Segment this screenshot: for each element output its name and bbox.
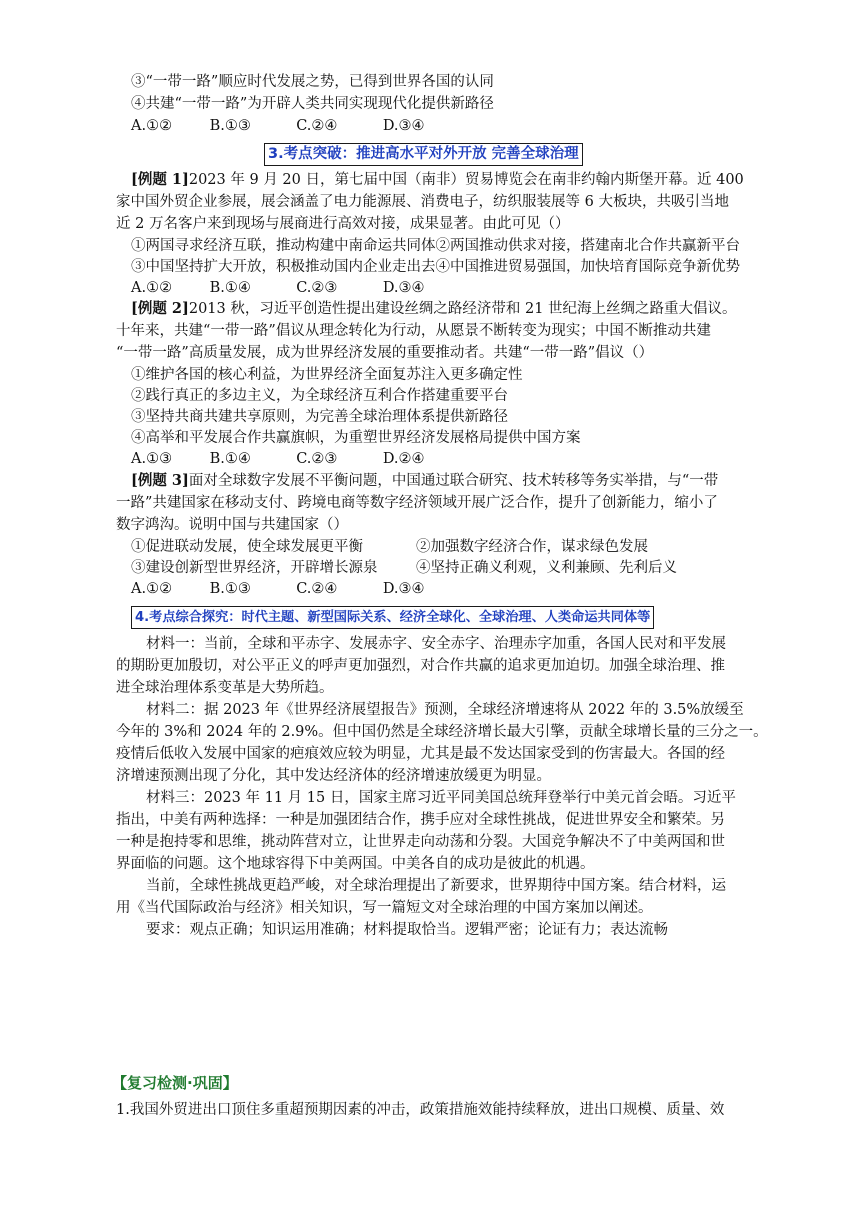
section-3-heading: 3.考点突破：推进高水平对外开放 完善全球治理 xyxy=(264,143,583,166)
choice-c: C.②④ xyxy=(296,118,338,134)
example-3-choice-1: ①促进联动发展，使全球发展更平衡 xyxy=(131,539,363,555)
material-3-line-3: 一种是抱持零和思维，挑动阵营对立，让世界走向动荡和分裂。大国竞争解决不了中美两国和世 xyxy=(116,834,725,850)
example-3-line-2: 一路”共建国家在移动支付、跨境电商等数字经济领域开展广泛合作，提升了创新能力，缩小了 xyxy=(116,495,718,511)
choice-b: B.①④ xyxy=(209,451,251,467)
choice-c: C.②③ xyxy=(296,451,338,467)
review-bracket-open: 【 xyxy=(112,1074,128,1092)
example-2-choice-1: ①维护各国的核心利益，为世界经济全面复苏注入更多确定性 xyxy=(131,367,523,383)
example-1-line-2: 家中国外贸企业参展，展会涵盖了电力能源展、消费电子，纺织服装展等 6 大板块，共吸引当地 xyxy=(116,194,729,210)
choice-c: C.②③ xyxy=(296,280,338,296)
choice-d: D.②④ xyxy=(382,451,425,467)
material-3-line-4: 界面临的问题。这个地球容得下中美两国。中美各自的成功是彼此的机遇。 xyxy=(116,856,595,872)
choice-d: D.③④ xyxy=(382,581,425,597)
review-bracket-close: 】 xyxy=(222,1074,238,1092)
material-3-line-2: 指出，中美有两种选择：一种是加强团结合作，携手应对全球性挑战，促进世界安全和繁荣。另 xyxy=(116,812,725,828)
example-3-line-3: 数字鸿沟。说明中国与共建国家（） xyxy=(116,517,348,533)
choice-d: D.③④ xyxy=(382,118,425,134)
task-line-2: 用《当代国际政治与经济》相关知识，写一篇短文对全球治理的中国方案加以阐述。 xyxy=(116,900,653,916)
example-1-text-1: 2023 年 9 月 20 日，第七届中国（南非）贸易博览会在南非约翰内斯堡开幕。近 400 xyxy=(188,172,744,188)
choice-a: A.①② xyxy=(131,118,173,134)
example-2-line-1 xyxy=(131,299,737,319)
example-3-line-1 xyxy=(131,471,718,491)
material-1-line-2: 的期盼更加殷切，对公平正义的呼声更加强烈，对合作共赢的追求更加迫切。加强全球治理、推 xyxy=(116,658,725,674)
example-3-choice-3: ③建设创新型世界经济，开辟增长源泉 xyxy=(131,560,378,576)
choice-a: A.①② xyxy=(131,280,173,296)
review-dot: · xyxy=(187,1074,193,1092)
choice-b: B.①③ xyxy=(209,581,251,597)
material-1-line-3: 进全球治理体系变革是大势所趋。 xyxy=(116,680,334,696)
example-1-line-3: 近 2 万名客户来到现场与展商进行高效对接，成果显著。由此可见（） xyxy=(116,216,570,232)
choice-b: B.①③ xyxy=(209,118,251,134)
example-3-text-1: 面对全球数字发展不平衡问题，中国通过联合研究、技术转移等务实举措，与“一带 xyxy=(188,473,719,489)
material-2-line-2: 今年的 3%和 2024 年的 2.9%。但中国仍然是全球经济增长最大引擎，贡献全球增长量的三分之一。 xyxy=(116,724,768,740)
example-3-choice-2: ②加强数字经济合作，谋求绿色发展 xyxy=(416,539,648,555)
example-1-label: [例题 1] xyxy=(131,171,189,188)
review-title-1: 复习检测 xyxy=(127,1074,188,1092)
example-2-choice-4: ④高举和平发展合作共赢旗帜，为重塑世界经济发展格局提供中国方案 xyxy=(131,430,581,446)
example-1-choices-2: ③中国坚持扩大开放，积极推动国内企业走出去④中国推进贸易强国，加快培育国际竞争新优势 xyxy=(131,259,740,275)
top-option-3: ③“一带一路”顺应时代发展之势，已得到世界各国的认同 xyxy=(131,74,494,90)
top-option-4: ④共建“一带一路”为开辟人类共同实现现代化提供新路径 xyxy=(131,96,494,112)
choice-d: D.③④ xyxy=(382,280,425,296)
example-2-answer-choices xyxy=(131,449,425,469)
example-2-choice-3: ③坚持共商共建共享原则，为完善全球治理体系提供新路径 xyxy=(131,409,508,425)
task-requirements: 要求：观点正确；知识运用准确；材料提取恰当。逻辑严密；论证有力；表达流畅 xyxy=(146,922,668,938)
review-heading xyxy=(112,1072,238,1093)
material-2-line-4: 济增速预测出现了分化，其中发达经济体的经济增速放缓更为明显。 xyxy=(116,768,551,784)
example-1-choices-1: ①两国寻求经济互联，推动构建中南命运共同体②两国推动供求对接，搭建南北合作共赢新平台 xyxy=(131,238,740,254)
review-title-2: 巩固 xyxy=(192,1074,223,1092)
question-1-line-1: 1.我国外贸进出口顶住多重超预期因素的冲击，政策措施效能持续释放，进出口规模、质量、效 xyxy=(116,1102,725,1118)
example-3-label: [例题 3] xyxy=(131,472,189,489)
choice-a: A.①③ xyxy=(131,451,173,467)
example-2-choice-2: ②践行真正的多边主义，为全球经济互利合作搭建重要平台 xyxy=(131,388,508,404)
section-4-heading: 4.考点综合探究：时代主题、新型国际关系、经济全球化、全球治理、人类命运共同体等 xyxy=(131,606,654,629)
choice-b: B.①④ xyxy=(209,280,251,296)
top-answer-choices xyxy=(131,116,425,136)
material-1-line-1: 材料一：当前，全球和平赤字、发展赤字、安全赤字、治理赤字加重，各国人民对和平发展 xyxy=(146,636,726,652)
choice-c: C.②④ xyxy=(296,581,338,597)
example-3-answer-choices xyxy=(131,579,425,599)
example-2-label: [例题 2] xyxy=(131,300,189,317)
material-2-line-1: 材料二：据 2023 年《世界经济展望报告》预测，全球经济增速将从 2022 年的 3.5%放缓至 xyxy=(146,702,744,718)
example-2-line-2: 十年来，共建“一带一路”倡议从理念转化为行动，从愿景不断转变为现实；中国不断推动共建 xyxy=(116,323,711,339)
example-3-choice-4: ④坚持正确义利观，义利兼顾、先利后义 xyxy=(416,560,677,576)
example-2-text-1: 2013 秋，习近平创造性提出建设丝绸之路经济带和 21 世纪海上丝绸之路重大倡议。 xyxy=(188,301,737,317)
choice-a: A.①② xyxy=(131,581,173,597)
example-1-line-1 xyxy=(131,170,744,190)
example-2-line-3: “一带一路”高质量发展，成为世界经济发展的重要推动者。共建“一带一路”倡议（） xyxy=(116,345,654,361)
example-1-answer-choices xyxy=(131,278,425,298)
material-3-line-1: 材料三：2023 年 11 月 15 日，国家主席习近平同美国总统拜登举行中美元首会晤。习近平 xyxy=(146,790,736,806)
task-line-1: 当前，全球性挑战更趋严峻，对全球治理提出了新要求，世界期待中国方案。结合材料，运 xyxy=(146,878,726,894)
material-2-line-3: 疫情后低收入发展中国家的疤痕效应较为明显，尤其是最不发达国家受到的伤害最大。各国的经 xyxy=(116,746,725,762)
